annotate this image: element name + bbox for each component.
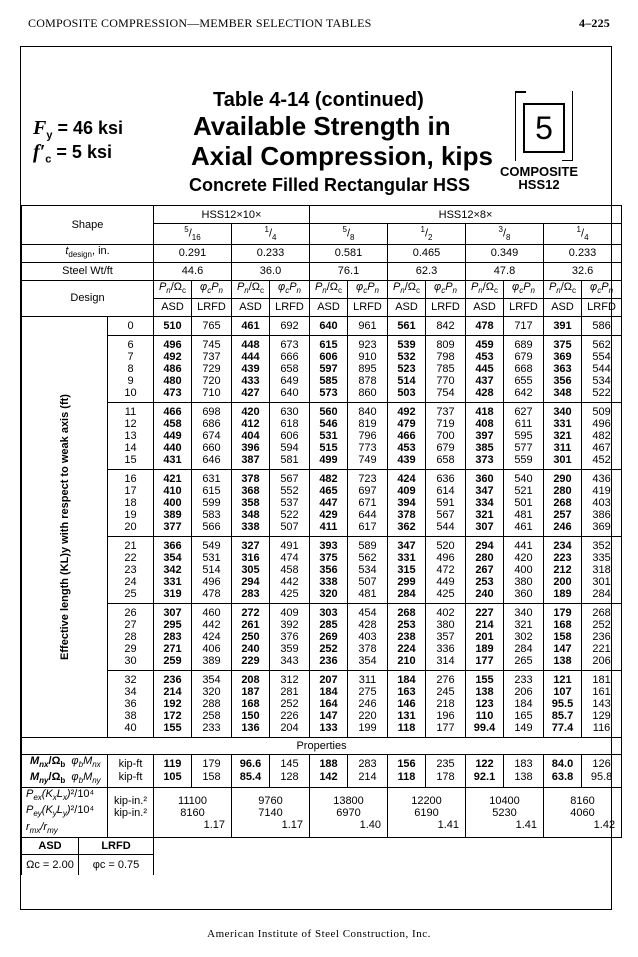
asd-header: ASD [388,298,426,316]
moment-values: 122 92.1 [466,754,504,787]
stiffness-values: 12200 6190 1.41 [388,788,466,838]
strength-values: 391 [544,316,582,335]
strength-values: 549 531 514 496 478 [192,536,232,603]
strength-values: 689 679 668 655 642 [504,335,544,402]
moment-values: 188 142 [310,754,348,787]
table-row [22,335,622,402]
moment-values: 283 214 [348,754,388,787]
moment-values: 84.0 63.8 [544,754,582,787]
lrfd-header: LRFD [348,298,388,316]
tdesign-value: 0.233 [232,244,310,262]
strength-values: 631 615 599 583 566 [192,469,232,536]
footer-method-cell [22,837,154,854]
lrfd-symbol: $\varphi_cP_n$ [582,280,622,298]
asd-header: ASD [310,298,348,316]
strength-values: 236 214 192 172 155 [154,670,192,737]
thickness-2: $^5/_8$ [310,224,388,245]
moment-values: 183 138 [504,754,544,787]
asd-header: ASD [544,298,582,316]
asd-header: ASD [466,298,504,316]
strength-values: 459 453 445 437 428 [466,335,504,402]
lrfd-header: LRFD [270,298,310,316]
strength-values: 233 206 184 165 149 [504,670,544,737]
stiffness-values: 11100 8160 1.17 [154,788,232,838]
strength-values: 354 320 288 258 233 [192,670,232,737]
lrfd-header: LRFD [192,298,232,316]
asd-header: ASD [154,298,192,316]
design-label: Design [22,280,154,316]
thickness-3: $^1/_2$ [388,224,466,245]
stiffness-labels: $P_{ex}(K_xL_x)^2/10^4$ $P_{ey}(K_yL_y)^2/10^4$ $r_{mx}/r_{my}$ [22,788,108,838]
footer-blank [154,837,622,875]
strength-values: 208 187 168 150 136 [232,670,270,737]
strength-values: 482 465 447 429 411 [310,469,348,536]
table-row [22,670,622,737]
thickness-5: $^1/_4$ [544,224,622,245]
strength-values: 418 408 397 385 373 [466,402,504,469]
tdesign-value: 0.291 [154,244,232,262]
strength-values: 360 347 334 321 307 [466,469,504,536]
strength-values: 698 686 674 660 646 [192,402,232,469]
fy-value: $F_y = 46$ ksi [33,117,124,142]
strength-values: 340 321 302 284 265 [504,603,544,670]
asd-symbol: $P_n/\Omega_c$ [388,280,426,298]
weight-value: 47.8 [466,262,544,280]
strength-values: 492 479 466 453 439 [388,402,426,469]
kl-values: 21 22 23 24 25 [108,536,154,603]
weight-value: 32.6 [544,262,622,280]
lrfd-footer-label: LRFD [101,839,131,852]
strength-values: 234 223 212 200 189 [544,536,582,603]
strength-values: 520 496 472 449 425 [426,536,466,603]
shape-group-hss12x8: HSS12×8× [310,206,622,224]
running-head: COMPOSITE COMPRESSION—MEMBER SELECTION TABLES [28,16,372,30]
strength-values: 723 697 671 644 617 [348,469,388,536]
weight-label: Steel Wt/ft [22,262,154,280]
moment-units: kip-ft kip-ft [108,754,154,787]
kl-values: 11 12 13 14 15 [108,402,154,469]
weight-value: 76.1 [310,262,388,280]
tab-number: 5 [523,103,565,153]
weight-value: 36.0 [232,262,310,280]
tdesign-value: 0.349 [466,244,544,262]
table-row [22,837,622,854]
table-row [22,316,622,335]
strength-values: 560 546 531 515 499 [310,402,348,469]
asd-symbol: $P_n/\Omega_c$ [466,280,504,298]
stiffness-values: 8160 4060 1.42 [544,788,622,838]
strength-values: 745 737 729 720 710 [192,335,232,402]
footer: American Institute of Steel Construction, Inc. [207,928,431,940]
strength-values: 207 184 164 147 133 [310,670,348,737]
strength-values: 268 253 238 224 210 [388,603,426,670]
weight-value: 62.3 [388,262,466,280]
table-row [22,262,622,280]
title-block [21,47,611,207]
strength-values: 737 719 700 679 658 [426,402,466,469]
section-label: COMPOSITE HSS12 [499,164,578,192]
shape-group-hss12x10: HSS12×10× [154,206,310,224]
strength-values: 409 392 376 359 343 [270,603,310,670]
tdesign-value: 0.581 [310,244,388,262]
strength-values: 268 252 236 221 206 [582,603,622,670]
strength-values: 589 562 534 507 481 [348,536,388,603]
table-row [22,536,622,603]
lrfd-symbol: $\varphi_cP_n$ [192,280,232,298]
strength-values: 121 107 95.5 85.7 77.4 [544,670,582,737]
moment-values: 126 95.8 [582,754,622,787]
kl-values: 16 17 18 19 20 [108,469,154,536]
strength-values: 627 611 595 577 559 [504,402,544,469]
moment-values: 235 178 [426,754,466,787]
strength-values: 290 280 268 257 246 [544,469,582,536]
strength-values: 539 532 523 514 503 [388,335,426,402]
stiffness-units: kip-in.² kip-in.² [108,788,154,838]
strength-values: 378 368 358 348 338 [232,469,270,536]
tdesign-label: $t_{design}$, in. [22,244,154,262]
strength-values: 448 444 439 433 427 [232,335,270,402]
strength-values: 421 410 400 389 377 [154,469,192,536]
moment-values: 156 118 [388,754,426,787]
table-title-line2: Axial Compression, kips [191,141,493,171]
moment-labels: $M_{nx}/\Omega_b$ $\varphi_bM_{nx}$ $M_{ny}/\Omega_b$ $\varphi_bM_{ny}$ [22,754,108,787]
moment-values: 96.6 85.4 [232,754,270,787]
strength-values: 366 354 342 331 319 [154,536,192,603]
strength-values: 636 614 591 567 544 [426,469,466,536]
kl-values: 6 7 8 9 10 [108,335,154,402]
asd-footer-label: ASD [22,838,79,854]
table-frame [20,46,616,910]
asd-symbol: $P_n/\Omega_c$ [544,280,582,298]
strength-values: 466 458 449 440 431 [154,402,192,469]
lrfd-symbol: $\varphi_cP_n$ [504,280,544,298]
strength-values: 155 138 123 110 99.4 [466,670,504,737]
thickness-0: $^5/_{16}$ [154,224,232,245]
properties-label: Properties [22,737,622,754]
strength-values: 640 [310,316,348,335]
lrfd-symbol: $\varphi_cP_n$ [270,280,310,298]
stiffness-values: 9760 7140 1.17 [232,788,310,838]
table-subtitle: Concrete Filled Rectangular HSS [189,175,471,195]
strength-table [21,205,622,875]
strength-values: 347 331 315 299 284 [388,536,426,603]
strength-values: 340 331 321 311 301 [544,402,582,469]
vertical-axis-label-cell [22,316,108,737]
strength-values: 327 316 305 294 283 [232,536,270,603]
table-row [22,469,622,536]
strength-values: 765 [192,316,232,335]
table-row [22,280,622,298]
strength-values: 461 [232,316,270,335]
moment-values: 119 105 [154,754,192,787]
strength-values: 181 161 143 129 116 [582,670,622,737]
strength-values: 491 474 458 442 425 [270,536,310,603]
strength-values: 717 [504,316,544,335]
page-number: 4–225 [579,16,610,30]
omega-c: Ωc = 2.00 [22,855,79,875]
table-row [22,603,622,670]
moment-values: 179 158 [192,754,232,787]
asd-symbol: $P_n/\Omega_c$ [310,280,348,298]
page-header [28,14,610,34]
strength-values: 561 [388,316,426,335]
lrfd-symbol: $\varphi_cP_n$ [426,280,466,298]
asd-symbol: $P_n/\Omega_c$ [154,280,192,298]
table-row [22,244,622,262]
thickness-1: $^1/_4$ [232,224,310,245]
lrfd-symbol: $\varphi_cP_n$ [348,280,388,298]
shape-label: Shape [22,206,154,245]
phi-c: φc = 0.75 [92,858,140,871]
strength-values: 842 [426,316,466,335]
strength-values: 375 369 363 356 348 [544,335,582,402]
tdesign-value: 0.233 [544,244,622,262]
fc-value: $f'_c = 5$ ksi [33,141,112,166]
strength-values: 923 910 895 878 860 [348,335,388,402]
strength-values: 420 412 404 396 387 [232,402,270,469]
strength-values: 352 335 318 301 284 [582,536,622,603]
lrfd-header: LRFD [504,298,544,316]
asd-symbol: $P_n/\Omega_c$ [232,280,270,298]
footer-factor-cell [22,854,154,875]
strength-values: 311 275 246 220 199 [348,670,388,737]
tdesign-value: 0.465 [388,244,466,262]
strength-values: 692 [270,316,310,335]
strength-values: 809 798 785 770 754 [426,335,466,402]
weight-value: 44.6 [154,262,232,280]
kl-values: 32 34 36 38 40 [108,670,154,737]
strength-values: 961 [348,316,388,335]
table-row [22,206,622,224]
strength-values: 630 618 606 594 581 [270,402,310,469]
strength-values: 276 245 218 196 177 [426,670,466,737]
table-row [22,754,622,787]
strength-values: 441 420 400 380 360 [504,536,544,603]
table-title-line1: Available Strength in [193,111,451,141]
strength-values: 393 375 356 338 320 [310,536,348,603]
kl-values: 0 [108,316,154,335]
kl-values: 26 27 28 29 30 [108,603,154,670]
strength-values: 673 666 658 649 640 [270,335,310,402]
strength-values: 496 492 486 480 473 [154,335,192,402]
strength-values: 615 606 597 585 573 [310,335,348,402]
strength-values: 460 442 424 406 389 [192,603,232,670]
table-row [22,788,622,838]
table-row [22,737,622,754]
strength-values: 179 168 158 147 138 [544,603,582,670]
strength-values: 509 496 482 467 452 [582,402,622,469]
strength-values: 402 380 357 336 314 [426,603,466,670]
lrfd-header: LRFD [426,298,466,316]
lrfd-header: LRFD [582,298,622,316]
stiffness-values: 13800 6970 1.40 [310,788,388,838]
strength-values: 294 280 267 253 240 [466,536,504,603]
stiffness-values: 10400 5230 1.41 [466,788,544,838]
strength-values: 540 521 501 481 461 [504,469,544,536]
strength-values: 436 419 403 386 369 [582,469,622,536]
moment-values: 145 128 [270,754,310,787]
strength-values: 307 295 283 271 259 [154,603,192,670]
strength-values: 454 428 403 378 354 [348,603,388,670]
asd-header: ASD [232,298,270,316]
table-row [22,402,622,469]
strength-values: 567 552 537 522 507 [270,469,310,536]
strength-values: 586 [582,316,622,335]
thickness-4: $^3/_8$ [466,224,544,245]
strength-values: 227 214 201 189 177 [466,603,504,670]
table-number: Table 4-14 (continued) [213,89,424,111]
strength-values: 424 409 394 378 362 [388,469,426,536]
strength-values: 272 261 250 240 229 [232,603,270,670]
strength-values: 510 [154,316,192,335]
strength-values: 312 281 252 226 204 [270,670,310,737]
strength-values: 840 819 796 773 749 [348,402,388,469]
vertical-axis-label: Effective length (KL)y with respect to weak axis (ft) [58,393,71,660]
strength-values: 478 [466,316,504,335]
strength-values: 562 554 544 534 522 [582,335,622,402]
strength-values: 303 285 269 252 236 [310,603,348,670]
strength-values: 184 163 146 131 118 [388,670,426,737]
